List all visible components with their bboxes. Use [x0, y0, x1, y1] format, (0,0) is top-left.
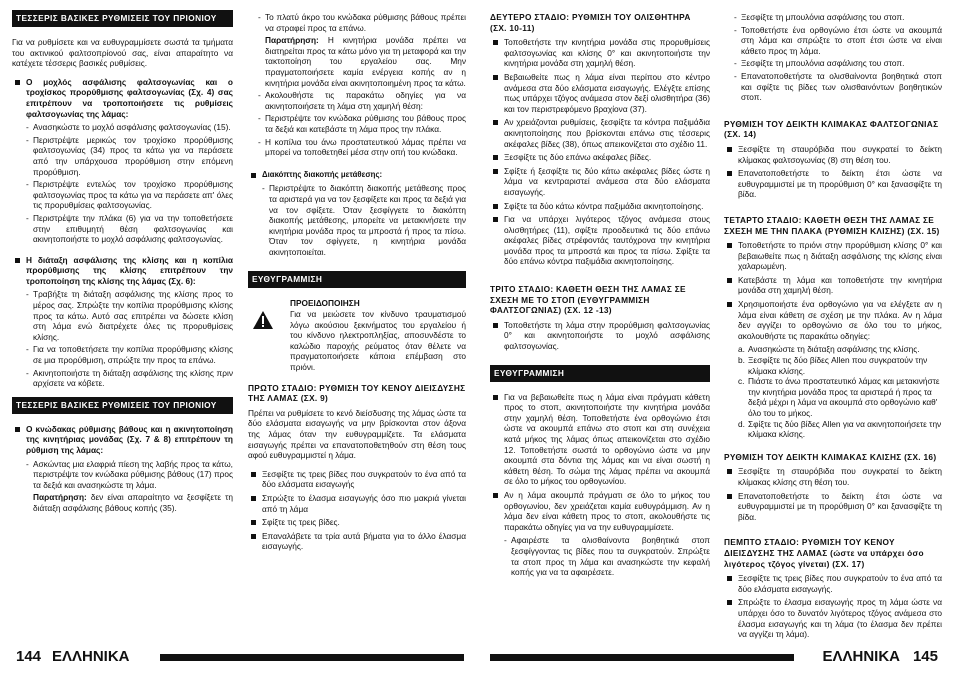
bullet-item: Σπρώξτε το έλασμα εισαγωγής προς τη λάμα ώστε να υπάρχει όσο το δυνατόν λιγότερος τζόγος ανάμεσα στο έλασμα εισαγωγής και τη λάμα (το έλασμα δεν πρέπει να αγγίζει τη λάμα).: [724, 597, 942, 639]
dash-item: - Περιστρέψτε το διακόπτη διακοπής μετάθεσης προς τα αριστερά για να τον ξεσφίξετε και προς τα δεξιά για να τον σφίξετε. Όταν ξεσφίγγετε το διακόπτη διακοπής μετάθεσης, μπορείτε να μετακινήσετε την κινητήρια μονάδα προς τα μπροστά ή προς τα πίσω. Όταν τον σφίγγετε, η κινητήρια μονάδα ακινητοποιείται.: [262, 183, 466, 257]
bullet-item: Αν η λάμα ακουμπά πράγματι σε όλο το μήκος του ορθογωνίου, δεν χρειάζεται καμία ευθυγράμμιση. Αν η λάμα δεν είναι κάθετη προς το στοπ, ακολουθήστε τις παρακάτω οδηγίες για να την ευθυγραμμίσετε.: [490, 490, 710, 532]
section-header: ΤΕΣΣΕΡΙΣ ΒΑΣΙΚΕΣ ΡΥΘΜΙΣΕΙΣ ΤΟΥ ΠΡΙΟΝΙΟΥ: [12, 397, 233, 414]
dash-item: - Ακινητοποιήστε τη διάταξη ασφάλισης της κλίσης πριν αρχίσετε να κόβετε.: [26, 368, 233, 389]
footer-right: [490, 650, 942, 664]
dash-item: - Ξεσφίξτε τη μπουλόνια ασφάλισης του στοπ.: [734, 12, 942, 23]
warning-box: [248, 298, 466, 372]
bullet-item: Σφίξτε τις τρεις βίδες.: [248, 517, 466, 528]
dash-item: - Για να τοποθετήσετε την κοπίλια προρύθμισης κλίσης σε μια προρύθμιση, σπρώξτε την προς τα επάνω.: [26, 344, 233, 365]
column-3: [490, 12, 710, 580]
dash-item: - Αφαιρέστε τα ολισθαίνοντα βοηθητικά στοπ ξεσφίγγοντας τις βίδες που τα συγκρατούν. Σπρώξτε τα στοπ προς τη λάμα και ανασηκώστε την κεφαλή κοπής για να τα αφαιρέσετε.: [504, 535, 710, 577]
dash-list: [724, 12, 942, 103]
bullet-item: Σπρώξτε το έλασμα εισαγωγής όσο πιο μακριά γίνεται από τη λάμα: [248, 493, 466, 514]
bullet-item: Βεβαιωθείτε πως η λάμα είναι περίπου στο κέντρο ανάμεσα στα δύο ελάσματα εισαγωγής. Ελέγξτε επίσης πως υπάρχει τζόγος ανάμεσα στον δεξί ολισθητήρα (36) και τον περιστρεφόμενο βραχίονα (37).: [490, 72, 710, 114]
dash-list: [12, 289, 233, 388]
item-text: Ανασηκώστε τη διάταξη ασφάλισης της κλίσης.: [748, 344, 920, 355]
bullet-heading: Διακόπτης διακοπής μετάθεσης:: [248, 170, 466, 181]
note: [26, 492, 233, 513]
step-heading: ΡΥΘΜΙΣΗ ΤΟΥ ΔΕΙΚΤΗ ΚΛΙΜΑΚΑΣ ΦΑΛΤΣΟΓΩΝΙΑΣ (ΣΧ. 14): [724, 118, 939, 140]
bullet-item: Ξεσφίξτε τις τρεις βίδες που συγκρατούν το ένα από τα δύο ελάσματα εισαγωγής: [248, 469, 466, 490]
bullet-item: Αν χρειάζονται ρυθμίσεις, ξεσφίξτε τα κόντρα παξιμάδια ακινητοποίησης που βρίσκονται επάνω στις τέσσερις ακέφαλες βίδες (38), όπως απεικονίζεται στο σχέδιο 11.: [490, 117, 710, 149]
bullet-item: Επανατοποθετήστε το δείκτη έτσι ώστε να ευθυγραμμιστεί με τη προρύθμιση 0° και ξανασφίξτε τη βίδα.: [724, 168, 942, 200]
bullet-item: Ξεσφίξτε τις δύο επάνω ακέφαλες βίδες.: [490, 152, 710, 163]
dash-list: [12, 122, 233, 245]
dash-item: - Περιστρέψτε μερικώς τον τροχίσκο προρύθμισης φαλτσογωνίας (34) προς τα κάτω για να περάσετε από την υπάρχουσα προρύθμιση στην επόμενη προρύθμιση.: [26, 135, 233, 177]
column-1: [12, 10, 233, 516]
dash-item: - Τραβήξτε τη διάταξη ασφάλισης της κλίσης προς το μέρος σας. Σπρώξτε την κοπίλια προρύθμισης κλίσης προς τα κάτω. Αυτό σας επιτρέπει να δώσετε κλίση στη λάμα ενώ διατρέχετε όλες τις προρυθμίσεις κλίσης.: [26, 289, 233, 342]
bullet-item: Τοποθετήστε τη λάμα στην προρύθμιση φαλτσογωνίας 0° και ακινητοποιήστε το μοχλό ασφάλισης φαλτσογωνίας.: [490, 320, 710, 352]
dash-item: - Περιστρέψτε εντελώς τον τροχίσκο προρύθμισης φαλτσογωνίας προς τα κάτω για να περάσετε απ' όλες τις προρυθμίσεις φαλτσογωνίας.: [26, 179, 233, 211]
dash-item: - Τοποθετήστε ένα ορθογώνιο έτσι ώστε να ακουμπά στη λάμα και σπρώξτε το στοπ έτσι ώστε να είναι κάθετο προς τη λάμα.: [734, 25, 942, 57]
note-label: Παρατήρηση:: [33, 492, 87, 503]
footer-rule: [490, 654, 794, 661]
page-number: 144: [16, 648, 42, 665]
bullet-item: Για να υπάρχει λιγότερος τζόγος ανάμεσα στους ολισθητήρες (11), σφίξτε προοδευτικά τις δύο επάνω ακέφαλες βίδες στρέφοντάς ταυτόχρονα την κινητήρια μονάδα προς τα μπροστά και προς τα πίσω. Σφίξτε τα δύο επάνω κόντρα παξιμάδια ακινητοποίησης.: [490, 214, 710, 267]
dash-list: [12, 459, 233, 514]
page-number: 145: [912, 648, 938, 665]
lettered-item: [738, 376, 942, 418]
bullet-heading: Η διάταξη ασφάλισης της κλίσης και η κοπίλια προρύθμισης της κλίσης επιτρέπουν την τροποποίηση της κλίσης της λάμας (Σχ. 6):: [12, 255, 233, 287]
warning-text: Για να μειώσετε τον κίνδυνο τραυματισμού λόγω ακούσιου ξεκινήματος του εργαλείου ή του κίνδυνο ηλεκτροπληξίας, αποσυνδέστε το καλώδιο παροχής ρεύματος όταν θέλετε να πραγματοποιήσετε κάποια επέμβαση στο πριόνι.: [290, 309, 466, 373]
paragraph: Πρέπει να ρυθμίσετε το κενό διείσδυσης της λάμας ώστε τα δύο ελάσματα εισαγωγής να μην βρίσκονται στον άξονα της λάμας όταν την ευθυγραμμίζετε. Τα ελάσματα εισαγωγής πρέπει να επανατοποθετηθούν στη θέση τους αφού ευθυγραμμιστεί η λάμα.: [248, 407, 466, 461]
section-header: ΕΥΘΥΓΡΑΜΜΙΣΗ: [248, 271, 466, 288]
bullet-item: Ξεσφίξτε τη σταυρόβιδα που συγκρατεί το δείκτη κλίμακας κλίσης στη θέση του.: [724, 466, 942, 487]
section-header: ΕΥΘΥΓΡΑΜΜΙΣΗ: [490, 365, 710, 382]
step-heading: ΡΥΘΜΙΣΗ ΤΟΥ ΔΕΙΚΤΗ ΚΛΙΜΑΚΑΣ ΚΛΙΣΗΣ (ΣΧ. 16): [724, 451, 937, 462]
column-4: [724, 12, 942, 643]
dash-item: - Ασκώντας μια ελαφριά πίεση της λαβής προς τα κάτω, περιστρέψτε τον κνώδακα ρύθμισης βάθους (17) προς τα δεξιά και ανασηκώστε τη λάμα.: [26, 459, 233, 491]
step-heading: ΠΕΜΠΤΟ ΣΤΑΔΙΟ: ΡΥΘΜΙΣΗ ΤΟΥ ΚΕΝΟΥ ΔΙΕΙΣΔΥΣΗΣ ΤΗΣ ΛΑΜΑΣ (ώστε να υπάρχει όσο λιγότερος τζόγος γίνεται) (ΣΧ. 17): [724, 537, 924, 569]
item-text: Πιάστε το άνω προστατευτικό λάμας και μετακινήστε την κινητήρια μονάδα προς τα αριστερά ή προς τα δεξιά μέχρι η λάμα να ακουμπά στο ορθογώνιο καθ' όλο του το μήκος.: [748, 376, 940, 418]
lettered-item: [738, 355, 942, 376]
warning-title: ΠΡΟΕΙΔΟΠΟΙΗΣΗ: [290, 298, 360, 309]
footer-language: ΕΛΛΗΝΙΚΑ: [52, 648, 130, 665]
item-letter: a.: [738, 344, 745, 355]
item-letter: d.: [738, 418, 745, 429]
dash-item: - Επανατοποθετήστε τα ολισθαίνοντα βοηθητικά στοπ και σφίξτε τις βίδες των ολισθαινόντων βοηθητικών στοπ.: [734, 71, 942, 103]
step-heading: ΠΡΩΤΟ ΣΤΑΔΙΟ: ΡΥΘΜΙΣΗ ΤΟΥ ΚΕΝΟΥ ΔΙΕΙΣΔΥΣΗΣ ΤΗΣ ΛΑΜΑΣ (ΣΧ. 9): [248, 382, 466, 404]
lettered-item: [738, 344, 942, 355]
note-label: Παρατήρηση:: [265, 35, 319, 46]
lettered-list: [724, 344, 942, 439]
dash-item: - Ανασηκώστε το μοχλό ασφάλισης φαλτσογωνίας (15).: [26, 122, 233, 133]
warning-icon: [252, 310, 274, 330]
dash-item: - Το πλατύ άκρο του κνώδακα ρύθμισης βάθους πρέπει να στραφεί προς τα επάνω.: [258, 12, 466, 33]
item-text: Σφίξτε τις δύο βίδες Allen για να ακινητοποιήσετε την κλίμακα κλίσης.: [748, 418, 942, 440]
step-heading: ΤΡΙΤΟ ΣΤΑΔΙΟ: ΚΑΘΕΤΗ ΘΕΣΗ ΤΗΣ ΛΑΜΑΣ ΣΕ ΣΧΕΣΗ ΜΕ ΤΟ ΣΤΟΠ (ΕΥΘΥΓΡΑΜΜΙΣΗ ΦΑΛΤΣΟΓΩΝΙΑΣ) (ΣΧ. 12 -13): [490, 284, 686, 316]
dash-list: [248, 12, 466, 158]
bullet-item: Για να βεβαιωθείτε πως η λάμα είναι πράγματι κάθετη προς το στοπ, ακινητοποιήστε την κινητήρια μονάδα στην χαμηλή θέση. Τοποθετήστε ένα ορθογώνιο έτσι ώστε να ακουμπά επάνω στο στοπ και στη συνέχεια κατά μήκος της λάμας όπως απεικονίζεται στο σχέδιο 12. Τοποθετήστε σωστά το ορθογώνιο ώστε να μην ακουμπά στα δόντια της λάμας και να είναι σωστή η κάθετη θέση. Το σώμα της λάμας πρέπει να ακουμπά σε όλο το μήκος του ορθογωνίου.: [490, 392, 710, 487]
bullet-item: Ξεσφίξτε τη σταυρόβιδα που συγκρατεί το δείκτη κλίμακας φαλτσογωνίας (8) στη θέση του.: [724, 144, 942, 165]
dash-item: - Περιστρέψτε την πλάκα (6) για να την τοποθετήσετε στην επιθυμητή θέση φαλτσογωνίας και ακινητοποιήστε το μοχλό ασφάλισης φαλτσογωνίας.: [26, 213, 233, 245]
bullet-item: Τοποθετήστε την κινητήρια μονάδα στις προρυθμίσεις φαλτσογωνίας και κλίσης 0° και ακινητοποιήστε την κινητήρια μονάδα στη χαμηλή θέση.: [490, 37, 710, 69]
dash-item: - Περιστρέψτε τον κνώδακα ρύθμισης του βάθους προς τα δεξιά και κατεβάστε τη λάμα προς την πλάκα.: [258, 113, 466, 134]
item-text: Ξεσφίξτε τις δύο βίδες Allen που συγκρατούν την κλίμακα κλίσης.: [748, 355, 928, 376]
bullet-item: Σφίξτε ή ξεσφίξτε τις δύο κάτω ακέφαλες βίδες ώστε η λάμα να κεντραριστεί ανάμεσα στα δύο ελάσματα εισαγωγής.: [490, 166, 710, 198]
bullet-item: Ξεσφίξτε τις τρεις βίδες που συγκρατούν το ένα από τα δύο ελάσματα εισαγωγής.: [724, 573, 942, 594]
section-header: ΤΕΣΣΕΡΙΣ ΒΑΣΙΚΕΣ ΡΥΘΜΙΣΕΙΣ ΤΟΥ ΠΡΙΟΝΙΟΥ: [12, 10, 233, 27]
intro-paragraph: Για να ρυθμίσετε και να ευθυγραμμίσετε σωστά τα τμήματα του ακτινικού φαλτσοπρίονού σας, είναι απαραίτητο να κατέχετε τέσσερις βασικές ρυθμίσεις.: [12, 37, 233, 69]
bullet-item: Τοποθετήστε το πριόνι στην προρύθμιση κλίσης 0° και βεβαιωθείτε πως η διάταξη ασφάλισης της κλίσης είναι χαλαρωμένη.: [724, 240, 942, 272]
note: [258, 35, 466, 88]
bullet-item: Επαναλάβετε τα τρία αυτά βήματα για το άλλο έλασμα εισαγωγής.: [248, 531, 466, 552]
item-letter: c.: [738, 376, 745, 387]
lettered-item: [738, 419, 942, 440]
bullet-heading: Ο κνώδακας ρύθμισης βάθους και η ακινητοποίηση της κινητήριας μονάδας (Σχ. 7 & 8) επιτρέπουν τη ρύθμιση της λάμας:: [12, 424, 233, 456]
note-text: Η κινητήρια μονάδα πρέπει να διατηρείται προς τα κάτω μόνο για τη μεταφορά και την τακτοποίηση του εργαλείου σας. Μην πραγματοποιήσετε καμία ενέργεια κοπής αν η κινητήρια μονάδα είναι ακινητοποιημένη προς τα κάτω.: [265, 35, 466, 88]
column-2: [248, 12, 466, 555]
dash-item: - Ξεσφίξτε τη μπουλόνια ασφάλισης του στοπ.: [734, 58, 942, 69]
footer-rule: [160, 654, 464, 661]
item-letter: b.: [738, 355, 745, 366]
dash-item: - Η κοπίλια του άνω προστατευτικού λάμας πρέπει να μπορεί να τοποθετηθεί μέσα στην οπή του κνώδακα.: [258, 137, 466, 158]
dash-list: [248, 183, 466, 257]
bullet-item: Επανατοποθετήστε το δείκτη έτσι ώστε να ευθυγραμμιστεί με τη προρύθμιση 0° και ξανασφίξτε τη βίδα.: [724, 491, 942, 523]
footer-language: ΕΛΛΗΝΙΚΑ: [822, 648, 900, 665]
step-heading: ΤΕΤΑΡΤΟ ΣΤΑΔΙΟ: ΚΑΘΕΤΗ ΘΕΣΗ ΤΗΣ ΛΑΜΑΣ ΣΕ ΣΧΕΣΗ ΜΕ ΤΗΝ ΠΛΑΚΑ (ΡΥΘΜΙΣΗ ΚΛΙΣΗΣ) (ΣΧ. 15): [724, 214, 940, 236]
bullet-item: Σφίξτε τα δύο κάτω κόντρα παξιμάδια ακινητοποίησης.: [490, 201, 710, 212]
bullet-item: Κατεβάστε τη λάμα και τοποθετήστε την κινητήρια μονάδα στη χαμηλή θέση.: [724, 275, 942, 296]
footer-left: [12, 650, 464, 664]
bullet-heading: Ο μοχλός ασφάλισης φαλτσογωνίας και ο τροχίσκος προρύθμισης φαλτσογωνίας (Σχ. 4) σας επιτρέπουν να τροποποιήσετε τις ρυθμίσεις φαλτσογωνίας της λάμας:: [12, 77, 233, 119]
dash-list: [490, 535, 710, 577]
note-text: δεν είναι απαραίτητο να ξεσφίξετε τη διάταξη ασφάλισης βάθους κοπής (35).: [33, 492, 233, 513]
bullet-item: Χρησιμοποιήστε ένα ορθογώνιο για να ελέγξετε αν η λάμα είναι κάθετη σε σχέση με την πλάκα. Αν η λάμα δεν αγγίζει το ορθογώνιο σε όλο του το μήκος, ακολουθήστε τις παρακάτω οδηγίες:: [724, 299, 942, 341]
step-heading: ΔΕΥΤΕΡΟ ΣΤΑΔΙΟ: ΡΥΘΜΙΣΗ ΤΟΥ ΟΛΙΣΘΗΤΗΡΑ (ΣΧ. 10-11): [490, 12, 691, 33]
dash-item: - Ακολουθήστε τις παρακάτω οδηγίες για να ακινητοποιήσετε τη λάμα στη χαμηλή θέση:: [258, 90, 466, 111]
